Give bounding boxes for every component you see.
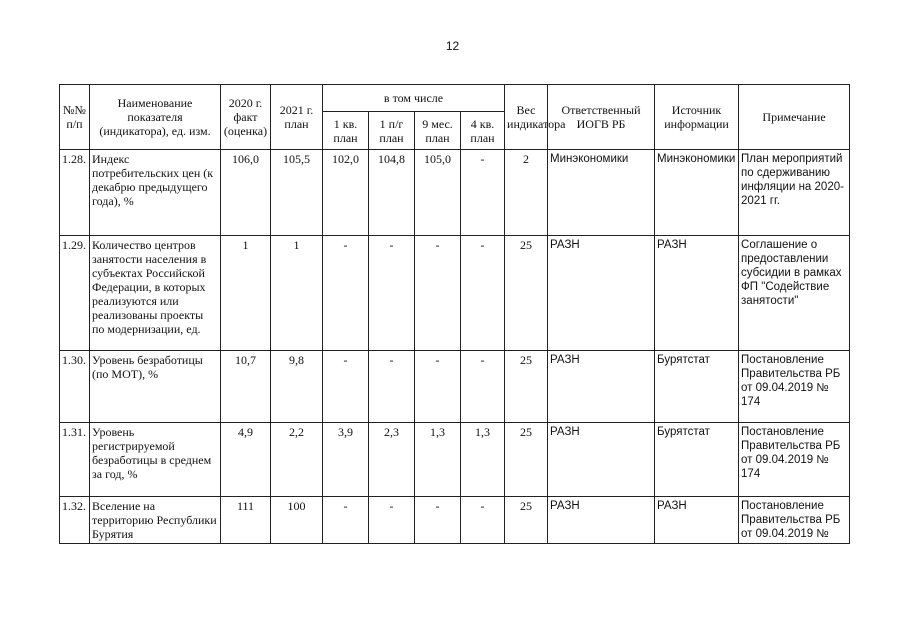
cell-name: Уровень регистрируемой безработицы в среднем за год, %: [90, 423, 221, 497]
cell-source: Бурятстат: [655, 423, 739, 497]
cell-weight: 25: [505, 351, 548, 423]
cell-weight: 25: [505, 423, 548, 497]
cell-source: РАЗН: [655, 497, 739, 544]
cell-h1: -: [369, 497, 415, 544]
cell-responsible: РАЗН: [548, 236, 655, 351]
cell-2020: 111: [221, 497, 271, 544]
cell-2021: 9,8: [271, 351, 323, 423]
cell-source: Бурятстат: [655, 351, 739, 423]
cell-responsible: Минэкономики: [548, 150, 655, 236]
header-q1: 1 кв. план: [323, 112, 369, 150]
cell-q4: -: [461, 351, 505, 423]
cell-q4: -: [461, 150, 505, 236]
cell-name: Уровень безработицы (по МОТ), %: [90, 351, 221, 423]
cell-2020: 1: [221, 236, 271, 351]
header-weight: Вес индикатора: [505, 85, 548, 150]
cell-note: Соглашение о предоставлении субсидии в рамках ФП "Содействие занятости": [739, 236, 850, 351]
cell-q4: 1,3: [461, 423, 505, 497]
cell-note: Постановление Правительства РБ от 09.04.2019 №: [739, 497, 850, 544]
cell-source: Минэкономики: [655, 150, 739, 236]
cell-h1: -: [369, 351, 415, 423]
header-9m: 9 мес. план: [415, 112, 461, 150]
cell-responsible: РАЗН: [548, 423, 655, 497]
table-row: [60, 351, 850, 423]
header-2021: 2021 г. план: [271, 85, 323, 150]
cell-2021: 2,2: [271, 423, 323, 497]
cell-num: 1.32.: [60, 497, 90, 544]
header-name: Наименование показателя (индикатора), ед. изм.: [90, 85, 221, 150]
cell-name: Индекс потребительских цен (к декабрю предыдущего года), %: [90, 150, 221, 236]
cell-q1: 3,9: [323, 423, 369, 497]
cell-9m: -: [415, 497, 461, 544]
cell-2020: 4,9: [221, 423, 271, 497]
cell-2021: 105,5: [271, 150, 323, 236]
cell-weight: 25: [505, 236, 548, 351]
cell-9m: -: [415, 351, 461, 423]
cell-q1: 102,0: [323, 150, 369, 236]
header-source: Источник информации: [655, 85, 739, 150]
cell-note: План мероприятий по сдерживанию инфляции на 2020- 2021 гг.: [739, 150, 850, 236]
cell-9m: 105,0: [415, 150, 461, 236]
header-responsible: Ответственный ИОГВ РБ: [548, 85, 655, 150]
table-header: [60, 85, 850, 150]
cell-num: 1.28.: [60, 150, 90, 236]
table-row: [60, 236, 850, 351]
cell-9m: 1,3: [415, 423, 461, 497]
cell-responsible: РАЗН: [548, 497, 655, 544]
page-number: 12: [445, 39, 460, 53]
header-including: в том числе: [323, 85, 505, 112]
cell-2020: 10,7: [221, 351, 271, 423]
header-note: Примечание: [739, 85, 850, 150]
cell-q1: -: [323, 236, 369, 351]
cell-q1: -: [323, 351, 369, 423]
cell-responsible: РАЗН: [548, 351, 655, 423]
header-h1: 1 п/г план: [369, 112, 415, 150]
cell-h1: 104,8: [369, 150, 415, 236]
cell-2020: 106,0: [221, 150, 271, 236]
cell-2021: 1: [271, 236, 323, 351]
table-row: [60, 150, 850, 236]
cell-num: 1.29.: [60, 236, 90, 351]
cell-q4: -: [461, 236, 505, 351]
cell-h1: 2,3: [369, 423, 415, 497]
cell-q1: -: [323, 497, 369, 544]
cell-weight: 2: [505, 150, 548, 236]
cell-num: 1.31.: [60, 423, 90, 497]
cell-name: Вселение на территорию Республики Бурятия: [90, 497, 221, 544]
cell-source: РАЗН: [655, 236, 739, 351]
header-2020: 2020 г. факт (оценка): [221, 85, 271, 150]
cell-2021: 100: [271, 497, 323, 544]
cell-h1: -: [369, 236, 415, 351]
table-body: [60, 150, 850, 544]
header-num: №№ п/п: [60, 85, 90, 150]
cell-note: Постановление Правительства РБ от 09.04.2019 № 174: [739, 423, 850, 497]
cell-note: Постановление Правительства РБ от 09.04.2019 № 174: [739, 351, 850, 423]
cell-9m: -: [415, 236, 461, 351]
cell-weight: 25: [505, 497, 548, 544]
indicators-table: [59, 84, 850, 544]
table-row: [60, 497, 850, 544]
table-row: [60, 423, 850, 497]
header-q4: 4 кв. план: [461, 112, 505, 150]
cell-num: 1.30.: [60, 351, 90, 423]
cell-q4: -: [461, 497, 505, 544]
cell-name: Количество центров занятости населения в субъектах Российской Федерации, в которых реализуются или реализованы проекты по модернизации, ед.: [90, 236, 221, 351]
